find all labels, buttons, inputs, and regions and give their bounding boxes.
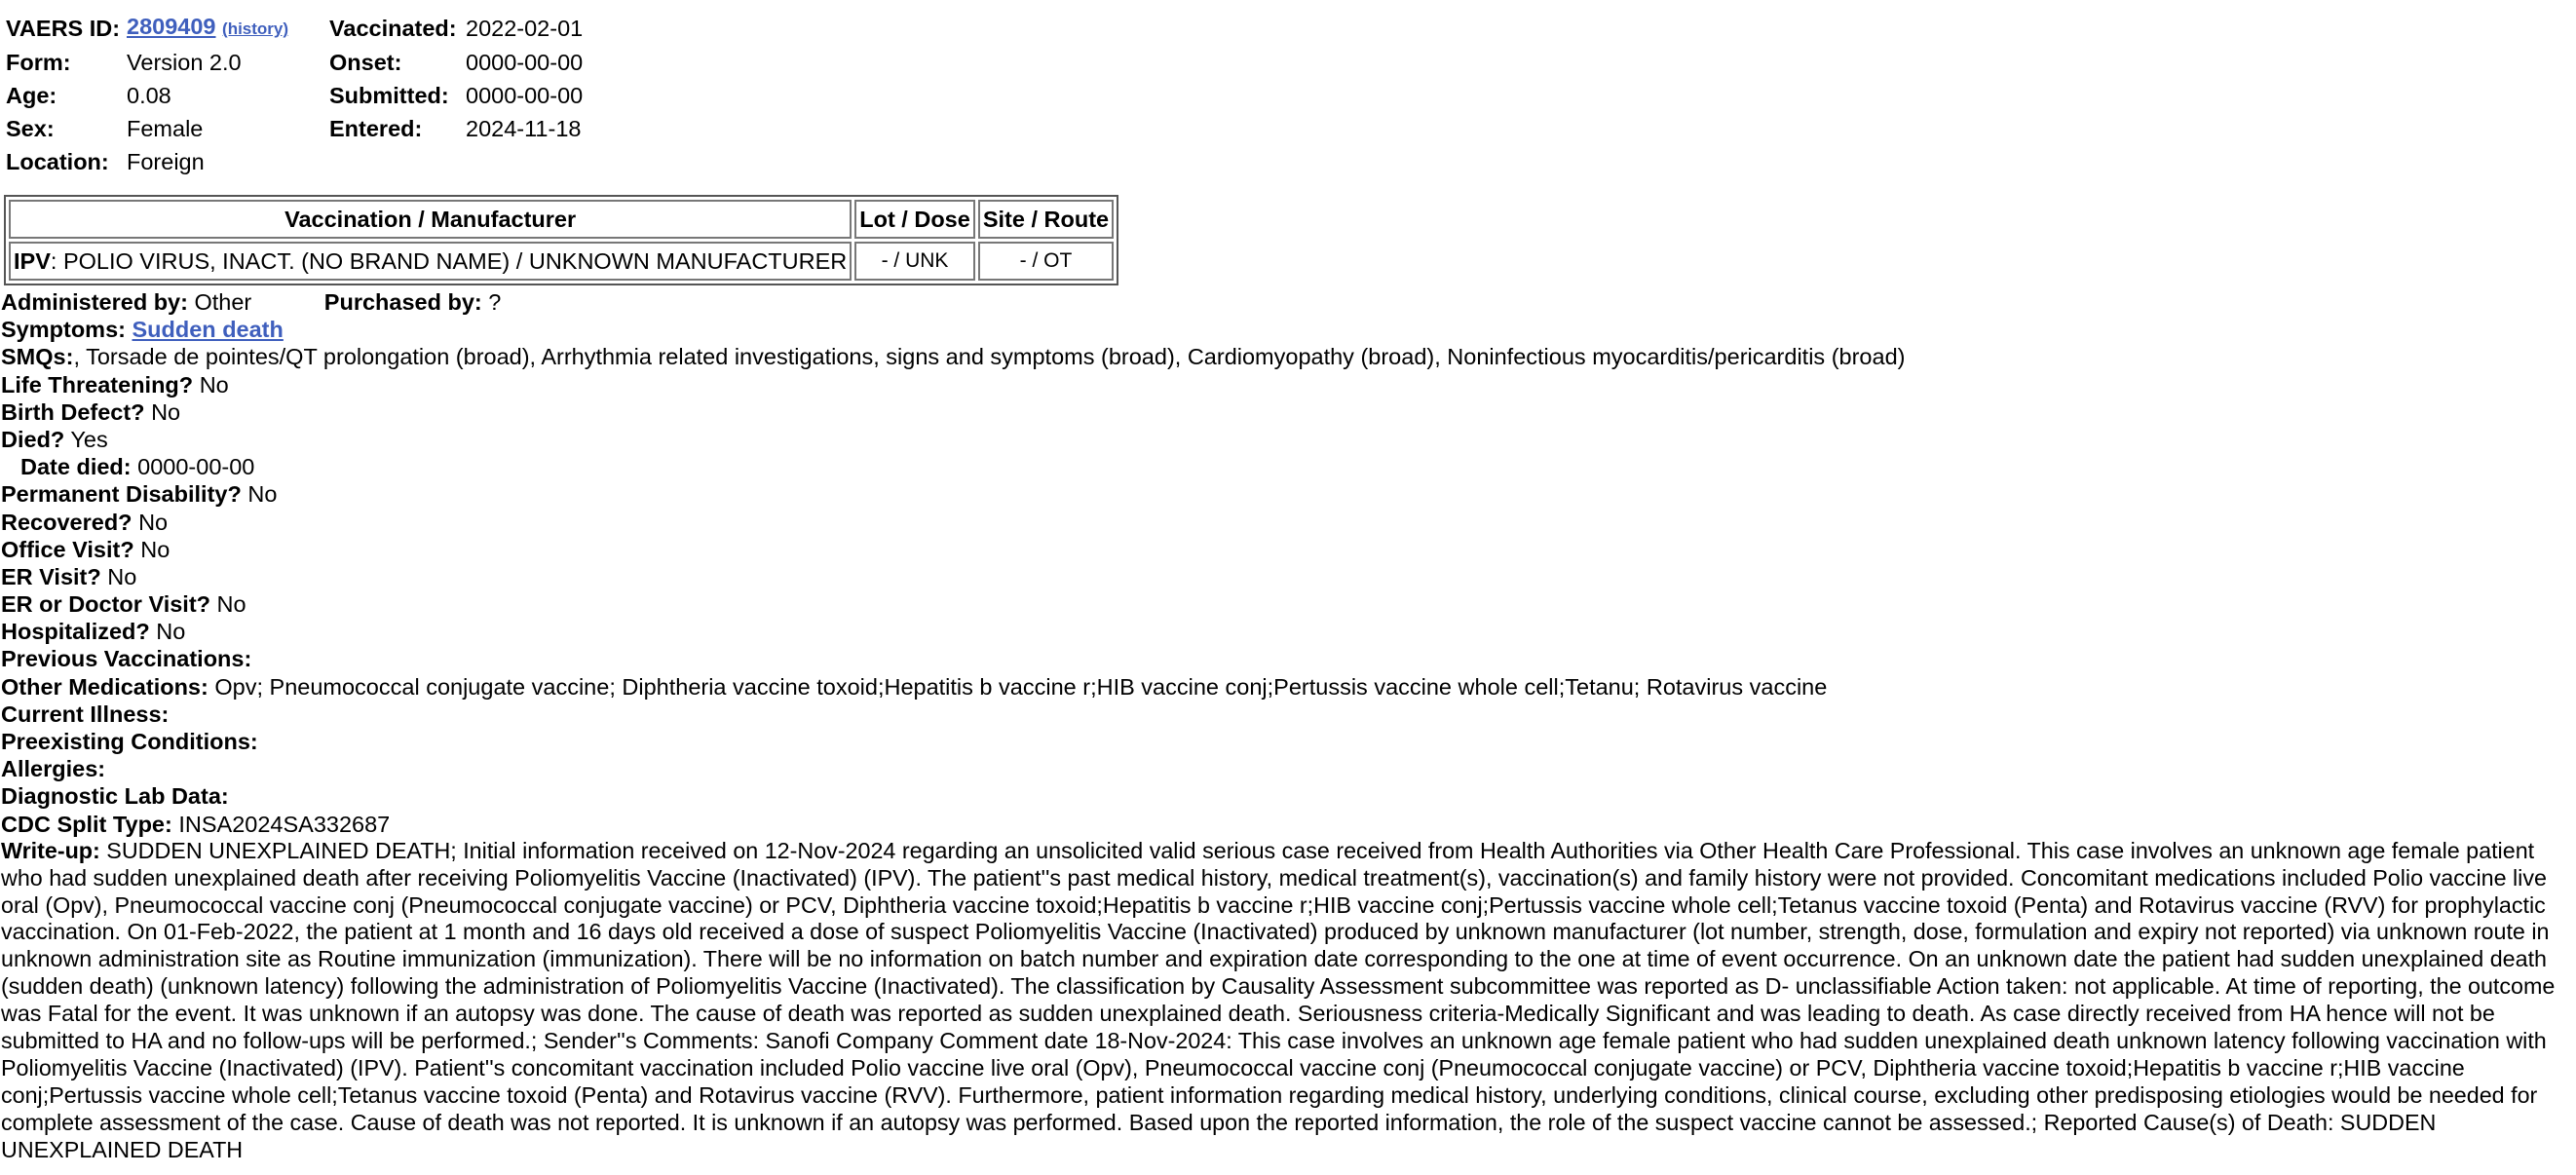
vaccination-cell [9,242,852,281]
history-link[interactable]: (history) [222,19,289,38]
writeup-section [1,838,2573,1164]
recovered-label: Recovered? [1,509,133,535]
birth-defect-value: No [151,398,181,425]
date-died-label: Date died: [20,454,132,480]
submitted-value: 0000-00-00 [466,83,584,108]
current-illness-label: Current Illness: [1,701,170,727]
entered-value: 2024-11-18 [466,116,582,141]
life-threatening-row [1,371,2573,398]
other-medications-label: Other Medications: [1,673,208,700]
er-doctor-visit-label: ER or Doctor Visit? [1,591,211,618]
onset-label: Onset: [329,50,402,75]
preexisting-conditions-label: Preexisting Conditions: [1,729,258,754]
hospitalized-label: Hospitalized? [1,619,150,645]
sex-value: Female [127,116,204,141]
died-value: Yes [70,426,108,452]
recovered-value: No [138,509,169,535]
onset-value: 0000-00-00 [466,50,584,75]
died-row [1,426,2573,453]
table-row [9,242,1114,281]
birth-defect-row [1,398,2573,426]
cdc-split-type-row [1,811,2573,838]
office-visit-value: No [140,536,170,562]
entered-label: Entered: [329,116,423,141]
vax-name: : POLIO VIRUS, INACT. (NO BRAND NAME) / UNKNOWN MANUFACTURER [50,247,848,274]
er-visit-value: No [107,563,137,589]
column-header: Vaccination / Manufacturer [9,200,852,239]
died-label: Died? [1,426,65,452]
life-threatening-label: Life Threatening? [1,371,194,398]
vax-type: IPV [14,247,51,274]
office-visit-row [1,536,2573,563]
previous-vaccinations-label: Previous Vaccinations: [1,646,252,672]
diagnostic-lab-data-label: Diagnostic Lab Data: [1,783,229,810]
office-visit-label: Office Visit? [1,536,134,562]
recovered-row [1,509,2573,536]
vaers-id-link[interactable]: 2809409 [127,14,216,39]
diagnostic-lab-data-row [1,782,2573,810]
birth-defect-label: Birth Defect? [1,398,145,425]
vaccinated-label: Vaccinated: [329,15,457,41]
writeup-text: SUDDEN UNEXPLAINED DEATH; Initial information received on 12-Nov-2024 regarding an unsolicited valid serious case received from Health Authorities via Other Health Care Professional. This case involves an unknown age female patient who had sudden unexplained death after receiving Poliomyelitis Vaccine (Inactivated) (IPV). The patient''s past medical history, medical treatment(s), vaccination(s) and family history were not provided. Concomitant medications included Polio vaccine live oral (Opv), Pneumococcal vaccine conj (Pneumococcal conjugate vaccine) or PCV, Diphtheria vaccine toxoid;Hepatitis b vaccine r;HIB vaccine conj;Pertussis vaccine whole cell;Tetanus vaccine toxoid (Penta) and Rotavirus vaccine (RVV) for prophylactic vaccination. On 01-Feb-2022, the patient at 1 month and 16 days old received a dose of suspect Poliomyelitis Vaccine (Inactivated) produced by unknown manufacturer (lot number, strength, dose, formulation and expiry not reported) via unknown route in unknown administration site as Routine immunization (immunization). There will be no information on batch number and expiration date corresponding to the one at time of event occurrence. On an unknown date the patient had sudden unexplained death (sudden death) (unknown latency) following the administration of Poliomyelitis Vaccine (Inactivated). The classification by Causality Assessment subcommittee was reported as D- unclassifiable Action taken: not applicable. At time of reporting, the outcome was Fatal for the event. It was unknown if an autopsy was done. The cause of death was reported as sudden unexplained death. Seriousness criteria-Medically Significant and was leading to death. As case directly received from HA hence will not be submitted to HA and no follow-ups will be performed.; Sender''s Comments: Sanofi Company Comment date 18-Nov-2024: This case involves an unknown age female patient who had sudden unexplained death unknown latency following vaccination with Poliomyelitis Vaccine (Inactivated) (IPV). Patient''s concomitant vaccination included Polio vaccine live oral (Opv), Pneumococcal vaccine conj (Pneumococcal conjugate vaccine) or PCV, Diphtheria vaccine toxoid;Hepatitis b vaccine r;HIB vaccine conj;Pertussis vaccine whole cell;Tetanus vaccine toxoid (Penta) and Rotavirus vaccine (RVV). Furthermore, patient information regarding medical history, underlying conditions, clinical course, excluding other predisposing etiologies would be needed for complete assessment of the case. Cause of death was not reported. It is unknown if an autopsy was performed. Based upon the reported information, the role of the suspect vaccine cannot be assessed.; Reported Cause(s) of Death: SUDDEN UNEXPLAINED DEATH [1,837,2556,1162]
smqs-label: SMQs: [1,344,74,370]
cdc-split-type-label: CDC Split Type: [1,811,172,837]
administered-purchased-row [1,288,2573,316]
column-header: Site / Route [978,200,1114,239]
form-value: Version 2.0 [127,50,242,75]
administered-by-label: Administered by: [1,289,188,315]
allergies-label: Allergies: [1,756,106,782]
report-details [1,288,2573,1164]
age-value: 0.08 [127,83,171,108]
purchased-by-label: Purchased by: [323,289,482,315]
writeup-label: Write-up: [1,837,100,863]
preexisting-conditions-row [1,728,2573,755]
date-died-value: 0000-00-00 [137,454,255,480]
age-label: Age: [6,83,57,108]
submitted-label: Submitted: [329,83,449,108]
site-route-cell: - / OT [978,242,1114,281]
er-doctor-visit-row [1,590,2573,618]
administered-by-value: Other [194,289,252,315]
report-header-table [6,10,583,178]
vaccination-table [4,195,1118,285]
location-value: Foreign [127,149,205,174]
cdc-split-type-value: INSA2024SA332687 [178,811,391,837]
smqs-value: , Torsade de pointes/QT prolongation (broad), Arrhythmia related investigations, signs and symptoms (broad), Cardiomyopathy (broad), Noninfectious myocarditis/pericarditis (broad) [73,344,1906,370]
allergies-row [1,755,2573,782]
er-doctor-visit-value: No [216,591,246,618]
previous-vaccinations-row [1,645,2573,672]
permanent-disability-row [1,480,2573,508]
other-medications-row [1,673,2573,701]
symptoms-label: Symptoms: [1,317,126,343]
other-medications-value: Opv; Pneumococcal conjugate vaccine; Diphtheria vaccine toxoid;Hepatitis b vaccine r;HIB vaccine conj;Pertussis vaccine whole cell;Tetanu; Rotavirus vaccine [214,673,1828,700]
vaccination-table-header [9,200,1114,239]
column-header: Lot / Dose [854,200,975,239]
location-label: Location: [6,149,109,174]
vaccinated-value: 2022-02-01 [466,15,584,41]
permanent-disability-label: Permanent Disability? [1,481,242,508]
smqs-row [1,343,2573,370]
permanent-disability-value: No [247,481,278,508]
symptoms-row [1,316,2573,343]
purchased-by-value: ? [488,289,502,315]
life-threatening-value: No [199,371,229,398]
current-illness-row [1,701,2573,728]
er-visit-row [1,563,2573,590]
sex-label: Sex: [6,116,55,141]
hospitalized-row [1,618,2573,645]
vaers-id-label: VAERS ID: [6,15,121,41]
form-label: Form: [6,50,71,75]
er-visit-label: ER Visit? [1,563,101,589]
hospitalized-value: No [156,619,186,645]
symptom-link[interactable]: Sudden death [132,317,284,343]
lot-dose-cell: - / UNK [854,242,975,281]
date-died-row [1,453,2573,480]
